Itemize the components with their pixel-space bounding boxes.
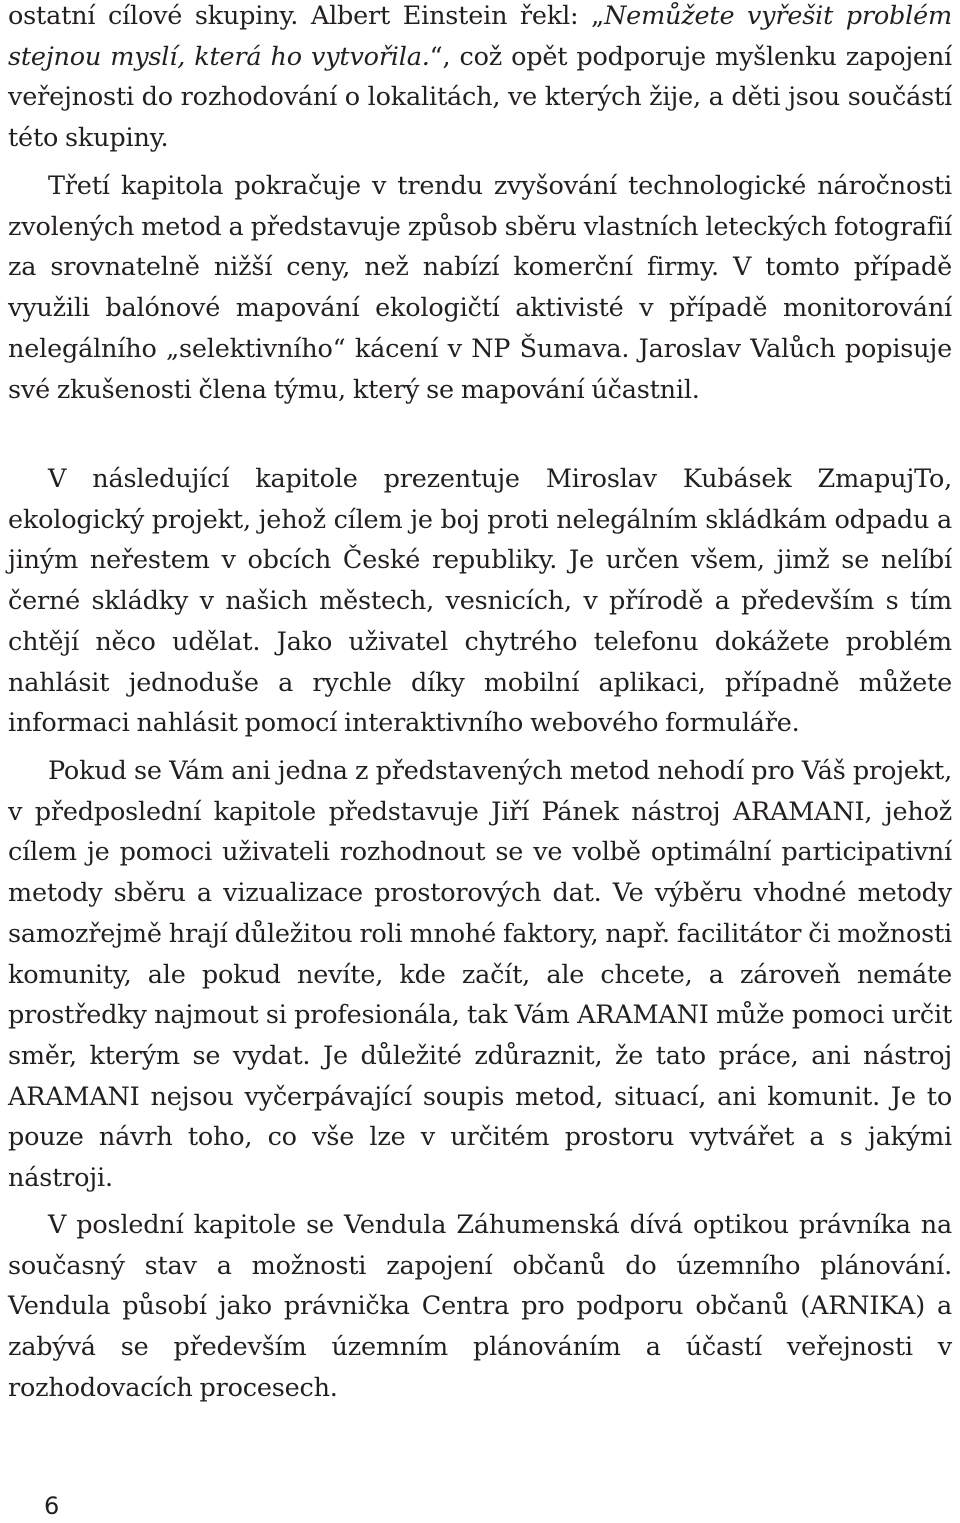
paragraph: Pokud se Vám ani jedna z představených metod nehodí pro Váš projekt, v předposlední kapitole představuje Jiří Pánek nástroj ARAMANI, jehož cílem je pomoci uživateli rozhodnout se ve volbě optimální participativní metody sběru a vizualizace prostorových dat. Ve výběru vhodné metody samozřejmě hrají důležitou roli mnohé faktory, např. facilitátor či možnosti komunity, ale pokud nevíte, kde začít, ale chcete, a zároveň nemáte prostředky najmout si profesionála, tak Vám ARAMANI může pomoci určit směr, kterým se vydat. Je důležité zdůraznit, že tato práce, ani nástroj ARAMANI nejsou vyčerpávající soupis metod, situací, ani komunit. Je to pouze návrh toho, co vše lze v určitém prostoru vytvářet a s jakými nástroji. bbox=[8, 756, 952, 1194]
paragraph: Třetí kapitola pokračuje v trendu zvyšování technologické náročnosti zvolených metod a představuje způsob sběru vlastních leteckých fotografií za srovnatelně nižší ceny, než nabízí komerční firmy. V tomto případě využili balónové mapování ekologičtí aktivisté v případě monitorování nelegálního „selektivního“ kácení v NP Šumava. Jaroslav Valůch popisuje své zkušenosti člena týmu, který se mapování účastnil. bbox=[8, 171, 952, 405]
paragraph-text: ostatní cílové skupiny. Albert Einstein řekl: „ bbox=[8, 1, 605, 31]
page-number: 6 bbox=[44, 1492, 60, 1520]
paragraph-text: “, což opět podporuje myšlenku zapojení veřejnosti do rozhodování o lokalitách, ve kterých žije, a děti jsou součástí této skupiny. bbox=[8, 41, 952, 154]
paragraph: V poslední kapitole se Vendula Záhumenská dívá optikou právníka na současný stav a možnosti zapojení občanů do územního plánování. Vendula působí jako právnička Centra pro podporu občanů (ARNIKA) a zabývá se především územním plánováním a účastí veřejnosti v rozhodovacích procesech. bbox=[8, 1210, 952, 1403]
paragraph: V následující kapitole prezentuje Miroslav Kubásek ZmapujTo, ekologický projekt, jehož cílem je boj proti nelegálním skládkám odpadu a jiným neřestem v obcích České republiky. Je určen všem, jimž se nelíbí černé skládky v našich městech, vesnicích, v přírodě a především s tím chtějí něco udělat. Jako uživatel chytrého telefonu dokážete problém nahlásit jednoduše a rychle díky mobilní aplikaci, případně můžete informaci nahlásit pomocí interaktivního webového formuláře. bbox=[8, 464, 952, 739]
einstein-quote: Nemůžete vyřešit problém stejnou myslí, která ho vytvořila. bbox=[8, 1, 952, 72]
paragraph bbox=[8, 0, 952, 159]
